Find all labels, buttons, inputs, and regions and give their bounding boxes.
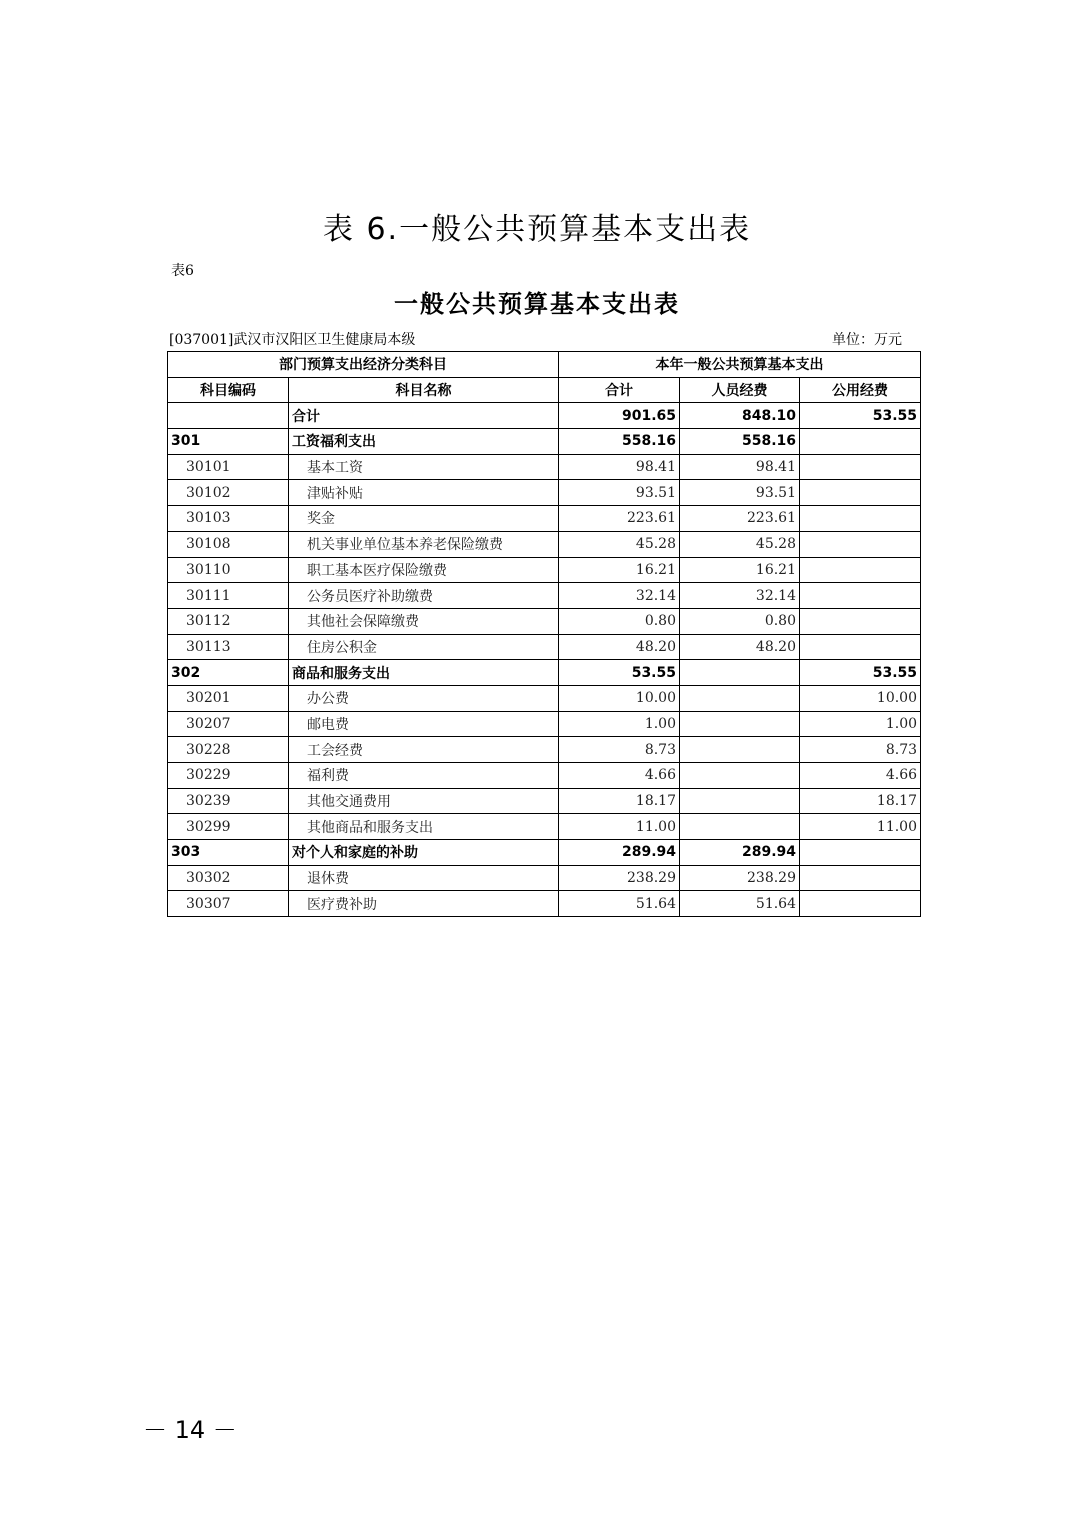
cell-total: 98.41 <box>559 454 680 480</box>
cell-public: 4.66 <box>800 763 921 789</box>
cell-code: 30101 <box>168 454 289 480</box>
cell-personnel: 0.80 <box>680 608 800 634</box>
cell-total: 901.65 <box>559 403 680 429</box>
cell-personnel <box>680 685 800 711</box>
cell-total: 223.61 <box>559 506 680 532</box>
table-number: 表6 <box>171 263 194 279</box>
cell-code: 30103 <box>168 506 289 532</box>
cell-personnel: 93.51 <box>680 480 800 506</box>
cell-code: 30239 <box>168 788 289 814</box>
cell-name: 对个人和家庭的补助 <box>289 840 559 866</box>
cell-public <box>800 583 921 609</box>
cell-total: 238.29 <box>559 865 680 891</box>
table-row <box>168 634 921 660</box>
organization-label: [037001]武汉市汉阳区卫生健康局本级 <box>169 332 416 348</box>
cell-code: 30108 <box>168 531 289 557</box>
table-row <box>168 891 921 917</box>
cell-code: 30201 <box>168 685 289 711</box>
table-title: 一般公共预算基本支出表 <box>394 290 680 318</box>
cell-name: 住房公积金 <box>289 634 559 660</box>
cell-name: 其他交通费用 <box>289 788 559 814</box>
cell-public: 8.73 <box>800 737 921 763</box>
table-row <box>168 788 921 814</box>
table-row <box>168 660 921 686</box>
cell-public: 1.00 <box>800 711 921 737</box>
cell-personnel <box>680 763 800 789</box>
cell-personnel <box>680 711 800 737</box>
table-row <box>168 583 921 609</box>
cell-public <box>800 865 921 891</box>
cell-total: 18.17 <box>559 788 680 814</box>
table-row <box>168 506 921 532</box>
header-total: 合计 <box>559 377 680 403</box>
cell-public <box>800 531 921 557</box>
table-row <box>168 480 921 506</box>
table-row <box>168 814 921 840</box>
table-row <box>168 557 921 583</box>
cell-total: 11.00 <box>559 814 680 840</box>
table-row <box>168 454 921 480</box>
table-row <box>168 685 921 711</box>
cell-public <box>800 506 921 532</box>
table-body <box>168 403 921 917</box>
cell-total: 53.55 <box>559 660 680 686</box>
cell-code: 30302 <box>168 865 289 891</box>
cell-code: 302 <box>168 660 289 686</box>
cell-public <box>800 557 921 583</box>
page-number: － 14 － <box>143 1416 237 1444</box>
cell-public <box>800 454 921 480</box>
cell-public <box>800 608 921 634</box>
cell-public: 10.00 <box>800 685 921 711</box>
cell-name: 医疗费补助 <box>289 891 559 917</box>
cell-name: 办公费 <box>289 685 559 711</box>
cell-code: 30229 <box>168 763 289 789</box>
cell-public <box>800 429 921 455</box>
cell-total: 48.20 <box>559 634 680 660</box>
cell-code <box>168 403 289 429</box>
cell-name: 其他商品和服务支出 <box>289 814 559 840</box>
cell-total: 10.00 <box>559 685 680 711</box>
table-row <box>168 403 921 429</box>
cell-personnel: 45.28 <box>680 531 800 557</box>
cell-total: 289.94 <box>559 840 680 866</box>
cell-public: 18.17 <box>800 788 921 814</box>
table-row <box>168 737 921 763</box>
cell-total: 51.64 <box>559 891 680 917</box>
cell-code: 30299 <box>168 814 289 840</box>
cell-code: 30228 <box>168 737 289 763</box>
header-code: 科目编码 <box>168 377 289 403</box>
cell-personnel <box>680 737 800 763</box>
header-basic-expenditure: 本年一般公共预算基本支出 <box>559 352 921 378</box>
cell-personnel: 223.61 <box>680 506 800 532</box>
cell-public <box>800 480 921 506</box>
table-row <box>168 608 921 634</box>
cell-name: 其他社会保障缴费 <box>289 608 559 634</box>
cell-name: 奖金 <box>289 506 559 532</box>
cell-total: 45.28 <box>559 531 680 557</box>
header-group-row <box>168 352 921 378</box>
cell-personnel: 848.10 <box>680 403 800 429</box>
cell-public <box>800 840 921 866</box>
header-personnel: 人员经费 <box>680 377 800 403</box>
cell-name: 机关事业单位基本养老保险缴费 <box>289 531 559 557</box>
cell-public <box>800 634 921 660</box>
cell-total: 0.80 <box>559 608 680 634</box>
table-row <box>168 840 921 866</box>
table-row <box>168 429 921 455</box>
table-row <box>168 865 921 891</box>
cell-code: 30307 <box>168 891 289 917</box>
cell-code: 303 <box>168 840 289 866</box>
cell-code: 30207 <box>168 711 289 737</box>
table-row <box>168 531 921 557</box>
cell-name: 商品和服务支出 <box>289 660 559 686</box>
cell-total: 8.73 <box>559 737 680 763</box>
cell-name: 津贴补贴 <box>289 480 559 506</box>
cell-personnel: 558.16 <box>680 429 800 455</box>
cell-name: 退休费 <box>289 865 559 891</box>
cell-personnel <box>680 788 800 814</box>
cell-personnel: 16.21 <box>680 557 800 583</box>
cell-name: 工资福利支出 <box>289 429 559 455</box>
cell-public: 11.00 <box>800 814 921 840</box>
cell-personnel <box>680 660 800 686</box>
cell-code: 30102 <box>168 480 289 506</box>
cell-name: 职工基本医疗保险缴费 <box>289 557 559 583</box>
cell-total: 32.14 <box>559 583 680 609</box>
cell-name: 邮电费 <box>289 711 559 737</box>
cell-personnel: 238.29 <box>680 865 800 891</box>
cell-code: 301 <box>168 429 289 455</box>
cell-public: 53.55 <box>800 403 921 429</box>
cell-personnel <box>680 814 800 840</box>
cell-personnel: 289.94 <box>680 840 800 866</box>
header-column-row <box>168 377 921 403</box>
header-economic-classification: 部门预算支出经济分类科目 <box>168 352 559 378</box>
header-name: 科目名称 <box>289 377 559 403</box>
cell-personnel: 32.14 <box>680 583 800 609</box>
cell-name: 合计 <box>289 403 559 429</box>
cell-code: 30112 <box>168 608 289 634</box>
cell-total: 558.16 <box>559 429 680 455</box>
cell-code: 30110 <box>168 557 289 583</box>
cell-code: 30113 <box>168 634 289 660</box>
cell-public <box>800 891 921 917</box>
cell-name: 福利费 <box>289 763 559 789</box>
cell-personnel: 48.20 <box>680 634 800 660</box>
cell-code: 30111 <box>168 583 289 609</box>
table-row <box>168 711 921 737</box>
table-row <box>168 763 921 789</box>
cell-personnel: 51.64 <box>680 891 800 917</box>
cell-name: 工会经费 <box>289 737 559 763</box>
cell-public: 53.55 <box>800 660 921 686</box>
page-heading: 表 6.一般公共预算基本支出表 <box>322 212 752 247</box>
cell-name: 基本工资 <box>289 454 559 480</box>
budget-table <box>167 351 921 917</box>
cell-total: 1.00 <box>559 711 680 737</box>
cell-total: 4.66 <box>559 763 680 789</box>
cell-personnel: 98.41 <box>680 454 800 480</box>
header-public: 公用经费 <box>800 377 921 403</box>
cell-total: 16.21 <box>559 557 680 583</box>
cell-name: 公务员医疗补助缴费 <box>289 583 559 609</box>
unit-label: 单位：万元 <box>832 332 902 348</box>
cell-total: 93.51 <box>559 480 680 506</box>
